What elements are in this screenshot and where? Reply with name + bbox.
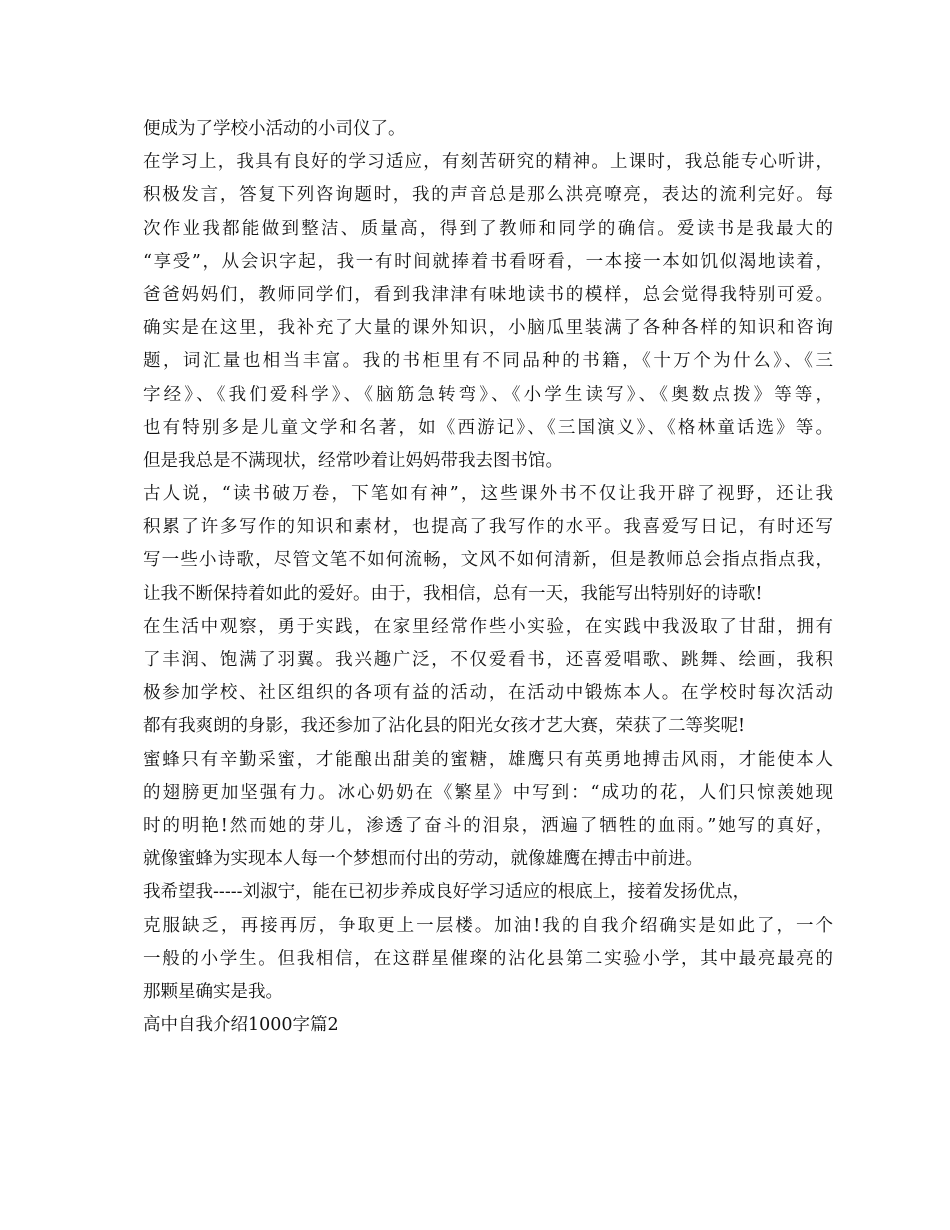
text-line: 蜜蜂只有辛勤采蜜，才能酿出甜美的蜜糖，雄鹰只有英勇地搏击风雨，才能使本人 (143, 749, 833, 770)
text-line: 那颗星确实是我。 (143, 981, 283, 1002)
text-line: 了丰润、饱满了羽翼。我兴趣广泛，不仅爱看书，还喜爱唱歌、跳舞、绘画，我积 (143, 650, 833, 670)
text-line: 古人说，“读书破万卷，下笔如有神”，这些课外书不仅让我开辟了视野，还让我 (143, 484, 833, 505)
text-line: 积累了许多写作的知识和素材，也提高了我写作的水平。我喜爱写日记，有时还写 (143, 517, 833, 538)
text-line: 次作业我都能做到整洁、质量高，得到了教师和同学的确信。爱读书是我最大的 (143, 218, 833, 239)
text-line: 一般的小学生。但我相信，在这群星催璨的沾化县第二实验小学，其中最亮最亮的 (143, 948, 833, 969)
section-heading: 高中自我介绍1000字篇2 (143, 1015, 339, 1036)
text-line: 让我不断保持着如此的爱好。由于，我相信，总有一天，我能写出特别好的诗歌! (143, 583, 763, 604)
text-line: 也有特别多是儿童文学和名著，如《西游记》、《三国演义》、《格林童话选》等。 (143, 417, 833, 438)
text-line: 爸爸妈妈们，教师同学们，看到我津津有味地读书的模样，总会觉得我特别可爱。 (143, 284, 833, 305)
text-line: 的翅膀更加坚强有力。冰心奶奶在《繁星》中写到：“成功的花，人们只惊羡她现 (143, 782, 833, 803)
text-line: 我希望我-----刘淑宁，能在已初步养成良好学习适应的根底上，接着发扬优点， (143, 882, 751, 903)
text-line: 在生活中观察，勇于实践，在家里经常作些小实验，在实践中我汲取了甘甜，拥有 (143, 616, 833, 637)
text-line: 都有我爽朗的身影，我还参加了沾化县的阳光女孩才艺大赛，荣获了二等奖呢! (143, 716, 746, 737)
text-line: 极参加学校、社区组织的各项有益的活动，在活动中锻炼本人。在学校时每次活动 (143, 683, 833, 704)
text-line: 但是我总是不满现状，经常吵着让妈妈带我去图书馆。 (143, 450, 563, 471)
text-line: 题，词汇量也相当丰富。我的书柜里有不同品种的书籍，《十万个为什么》、《三 (143, 351, 833, 372)
text-line: 积极发言，答复下列咨询题时，我的声音总是那么洪亮嘹亮，表达的流利完好。每 (143, 185, 833, 206)
text-line: 便成为了学校小活动的小司仪了。 (143, 119, 406, 139)
text-line: 写一些小诗歌，尽管文笔不如何流畅，文风不如何清新，但是教师总会指点指点我， (143, 550, 833, 571)
text-line: “享受”，从会识字起，我一有时间就捧着书看呀看，一本接一本如饥似渴地读着， (143, 251, 833, 272)
text-line: 字经》、《我们爱科学》、《脑筋急转弯》、《小学生读写》、《奥数点拨》等等， (143, 384, 833, 405)
text-line: 在学习上，我具有良好的学习适应，有刻苦研究的精神。上课时，我总能专心听讲， (143, 152, 833, 173)
text-line: 就像蜜蜂为实现本人每一个梦想而付出的劳动，就像雄鹰在搏击中前进。 (143, 849, 703, 870)
document-body (143, 113, 833, 1042)
text-line: 时的明艳!然而她的芽儿，渗透了奋斗的泪泉，洒遍了牺牲的血雨。”她写的真好， (143, 815, 833, 836)
text-line: 确实是在这里，我补充了大量的课外知识，小脑瓜里装满了各种各样的知识和咨询 (143, 318, 833, 339)
text-line: 克服缺乏，再接再厉，争取更上一层楼。加油!我的自我介绍确实是如此了，一个 (143, 915, 833, 936)
